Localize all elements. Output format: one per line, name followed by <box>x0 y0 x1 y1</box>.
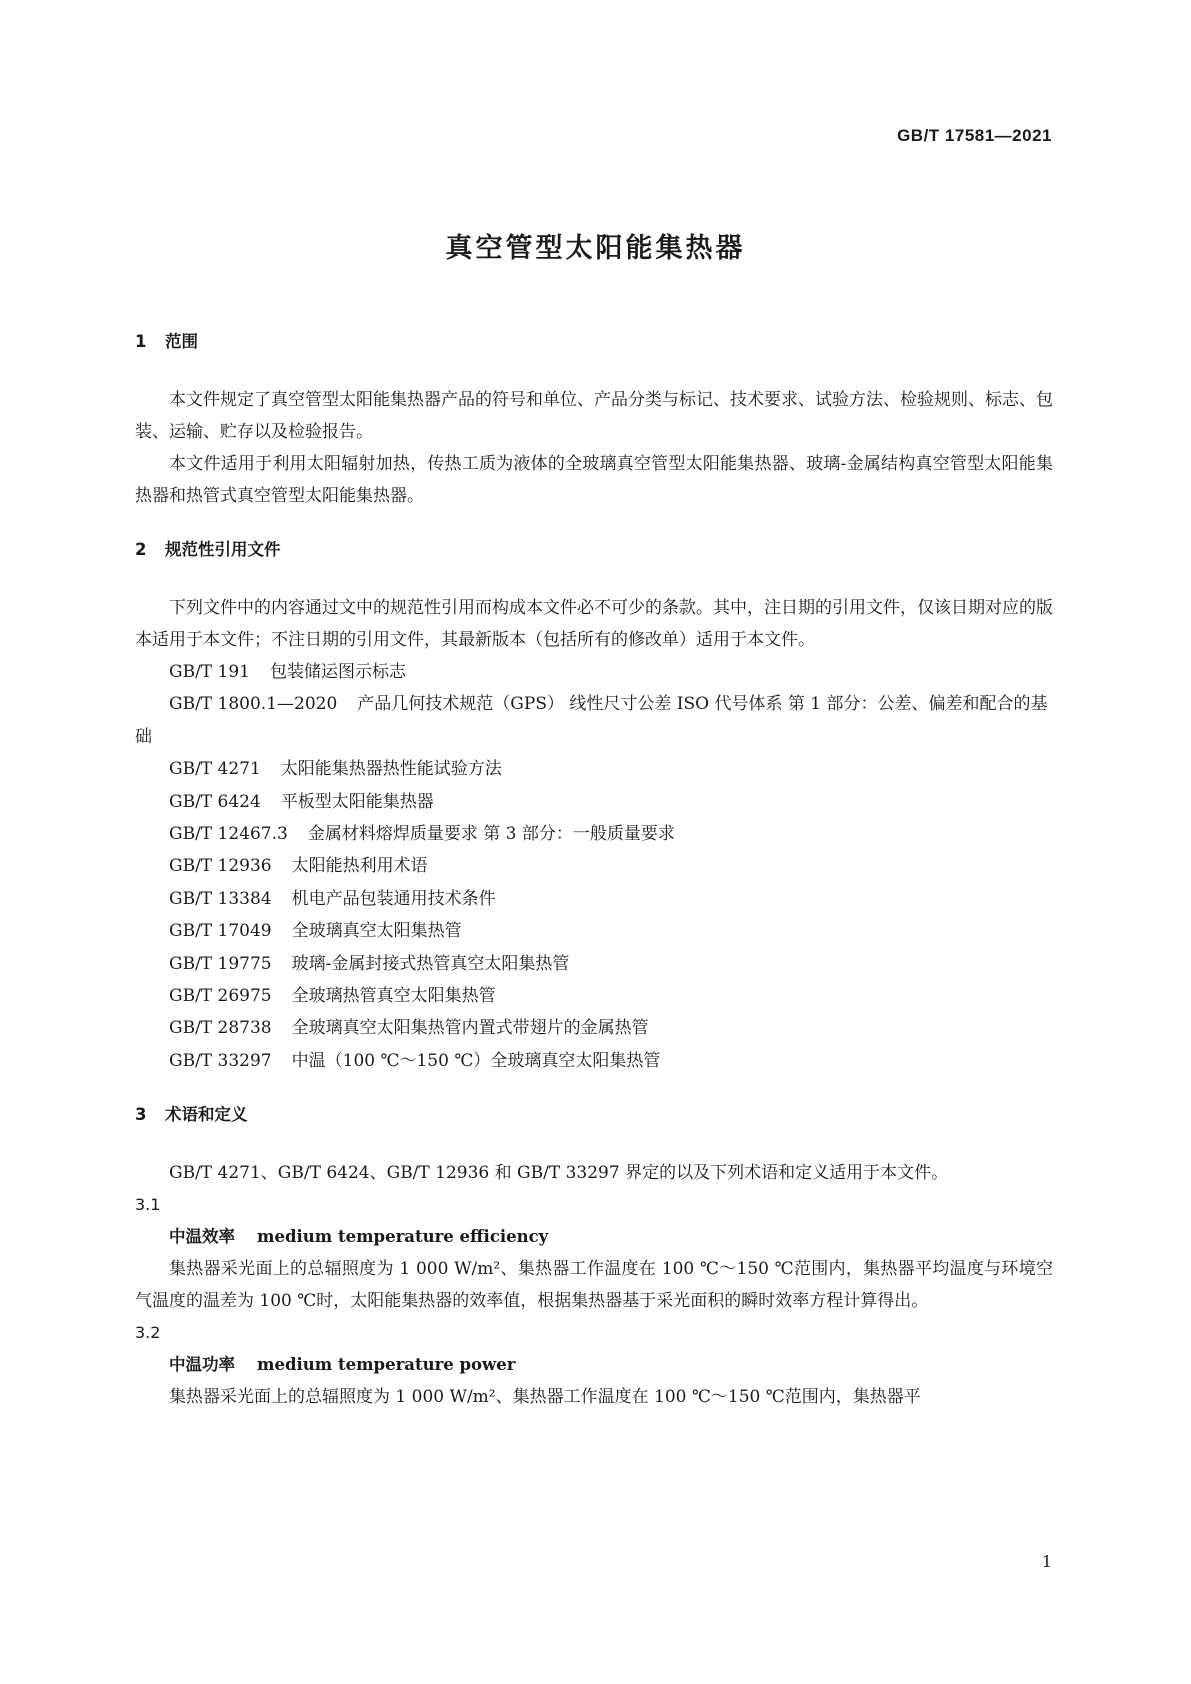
section-title: 术语和定义 <box>165 1105 248 1125</box>
section-title: 范围 <box>165 332 198 351</box>
term-definition: 集热器采光面上的总辐照度为 1 000 W/m²、集热器工作温度在 100 ℃～150 ℃范围内，集热器平 <box>169 1387 921 1408</box>
term-heading <box>135 1349 1053 1381</box>
reference-item <box>135 688 1053 753</box>
term-number: 3.2 <box>135 1323 161 1343</box>
reference-code: GB/T 1800.1—2020 <box>169 694 338 715</box>
term-entry <box>135 1317 1053 1413</box>
paragraph: 下列文件中的内容通过文中的规范性引用而构成本文件必不可少的条款。其中，注日期的引用文件，仅该日期对应的版本适用于本文件；不注日期的引用文件，其最新版本（包括所有的修改单）适用于本文件。 <box>135 598 1053 650</box>
reference-item <box>135 1045 1053 1077</box>
section-1-heading <box>135 326 1053 358</box>
reference-code: GB/T 26975 <box>169 986 272 1007</box>
reference-code: GB/T 191 <box>169 662 250 682</box>
reference-title: 包装储运图示标志 <box>270 662 406 682</box>
paragraph: 本文件规定了真空管型太阳能集热器产品的符号和单位、产品分类与标记、技术要求、试验方法、检验规则、标志、包装、运输、贮存以及检验报告。 <box>135 390 1053 442</box>
term-zh: 中温功率 <box>169 1355 235 1375</box>
paragraph: 本文件适用于利用太阳辐射加热，传热工质为液体的全玻璃真空管型太阳能集热器、玻璃-金属结构真空管型太阳能集热器和热管式真空管型太阳能集热器。 <box>135 454 1053 506</box>
term-en: medium temperature power <box>257 1355 516 1375</box>
term-en: medium temperature efficiency <box>257 1227 549 1247</box>
reference-item <box>135 850 1053 882</box>
reference-item <box>135 786 1053 818</box>
reference-title: 全玻璃真空太阳集热管内置式带翅片的金属热管 <box>291 1018 649 1039</box>
section-2-heading <box>135 534 1053 566</box>
term-entry <box>135 1189 1053 1317</box>
reference-item <box>135 818 1053 850</box>
reference-code: GB/T 28738 <box>169 1018 272 1039</box>
reference-code: GB/T 17049 <box>169 921 272 942</box>
reference-list <box>135 656 1053 1077</box>
section-number: 2 <box>135 540 147 559</box>
reference-title: 太阳能集热器热性能试验方法 <box>280 759 502 780</box>
reference-item <box>135 980 1053 1012</box>
reference-title: 平板型太阳能集热器 <box>280 791 434 812</box>
reference-title: 全玻璃真空太阳集热管 <box>291 921 462 942</box>
paragraph: GB/T 4271、GB/T 6424、GB/T 12936 和 GB/T 33297 界定的以及下列术语和定义适用于本文件。 <box>169 1163 949 1184</box>
term-definition: 集热器采光面上的总辐照度为 1 000 W/m²、集热器工作温度在 100 ℃～150 ℃范围内，集热器平均温度与环境空气温度的温差为 100 ℃时，太阳能集热器的效率值，根据集热器基于采光面积的瞬时效率方程计算得出。 <box>135 1259 1053 1312</box>
page-number: 1 <box>1041 1552 1052 1571</box>
reference-item <box>135 948 1053 980</box>
term-zh: 中温效率 <box>169 1227 235 1247</box>
reference-item <box>135 883 1053 915</box>
reference-code: GB/T 33297 <box>169 1050 272 1071</box>
reference-item <box>135 753 1053 785</box>
term-heading <box>135 1221 1053 1253</box>
reference-code: GB/T 12467.3 <box>169 824 288 845</box>
section-number: 3 <box>135 1105 147 1125</box>
reference-code: GB/T 4271 <box>169 759 261 780</box>
standard-code: GB/T 17581—2021 <box>897 126 1052 145</box>
reference-title: 机电产品包装通用技术条件 <box>291 888 496 909</box>
reference-title: 金属材料熔焊质量要求 第 3 部分：一般质量要求 <box>307 824 675 845</box>
reference-code: GB/T 13384 <box>169 888 272 909</box>
reference-title: 全玻璃热管真空太阳集热管 <box>291 986 496 1007</box>
reference-item <box>135 656 1053 688</box>
reference-item <box>135 915 1053 947</box>
reference-title: 太阳能热利用术语 <box>291 856 428 877</box>
document-title: 真空管型太阳能集热器 <box>445 233 746 264</box>
reference-title: 产品几何技术规范（GPS） 线性尺寸公差 ISO 代号体系 第 1 部分：公差、偏差和配合的基础 <box>135 694 1048 747</box>
document-body <box>135 326 1053 1413</box>
reference-code: GB/T 6424 <box>169 791 261 812</box>
section-title: 规范性引用文件 <box>165 540 281 559</box>
reference-title: 中温（100 ℃～150 ℃）全玻璃真空太阳集热管 <box>291 1050 661 1071</box>
section-3-heading <box>135 1099 1053 1131</box>
reference-item <box>135 1012 1053 1044</box>
reference-code: GB/T 19775 <box>169 953 272 974</box>
term-number: 3.1 <box>135 1195 161 1215</box>
section-number: 1 <box>135 332 147 351</box>
reference-code: GB/T 12936 <box>169 856 272 877</box>
reference-title: 玻璃-金属封接式热管真空太阳集热管 <box>291 953 570 974</box>
